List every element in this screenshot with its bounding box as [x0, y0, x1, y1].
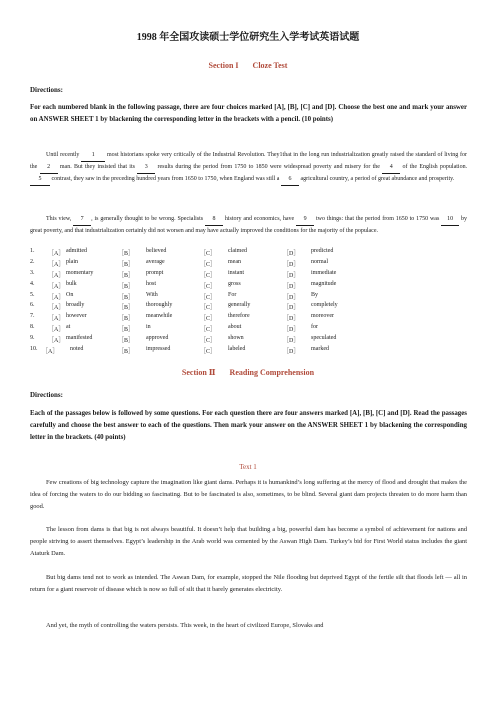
question-number: 5. [30, 291, 35, 298]
option-c: claimed [228, 248, 247, 254]
option-a: admitted [66, 248, 87, 254]
cloze-text: two things: that the period from 1650 to 1750 was [315, 216, 440, 222]
label-c: ［C］ [200, 294, 217, 301]
option-d: immediate [311, 269, 337, 276]
section-1-heading [0, 61, 496, 70]
option-row-8 [30, 324, 470, 335]
question-number: 9. [30, 335, 35, 342]
cloze-text: of the English population. [402, 163, 468, 170]
exam-title: 1998 年全国攻读硕士学位研究生入学考试英语试题 [136, 32, 360, 43]
option-row-1 [30, 248, 470, 259]
option-d: marked [311, 346, 329, 353]
label-c: ［C］ [200, 316, 217, 323]
text-1-paragraph-1: Few creations of big technology capture the imagination like giant dams. Perhaps it is humankind’s long suffering at the mercy of flood and drought that makes the idea of forcing the waters to do our bidding so fascinating. But to be fascinated is also, sometimes, to be blind. Several giant dam projects threaten to do more harm than good. [30, 479, 467, 510]
label-c: ［C］ [200, 305, 217, 312]
option-a: On [66, 291, 74, 298]
option-row-3 [30, 270, 470, 281]
section-2-number: Section Ⅱ [181, 368, 216, 377]
option-d: predicted [311, 248, 334, 254]
label-a: ［A］ [48, 272, 65, 279]
question-number: 4. [30, 280, 35, 287]
directions-1-text: For each numbered blank in the following passage, there are four choices marked [A], [B], [C] and [D]. Choose the best one and mark your answer on ANSWER SHEET 1 by blackening the corresponding letter in the brackets with a pencil. (10 points) [30, 104, 467, 123]
option-b: approved [146, 335, 169, 342]
section-1-number: Section I [208, 61, 239, 70]
option-a: however [66, 313, 87, 320]
cloze-text: agricultural country, a period of great abundance and prosperity. [300, 175, 455, 182]
option-b: host [146, 280, 157, 287]
option-row-5 [30, 292, 470, 303]
cloze-text: most historians spoke very critically of the Industrial Revolution. They1that in the long run industrialization greatly raised the standard of living for the [30, 152, 467, 170]
option-c: For [228, 291, 237, 298]
section-1-name: Cloze Test [252, 61, 288, 70]
option-c: instant [228, 269, 244, 276]
label-c: ［C］ [200, 327, 217, 334]
option-row-7 [30, 313, 470, 324]
cloze-text: contrast, they saw in the preceding hundred years from 1650 to 1750, when England was still a [51, 175, 280, 182]
section-2-name: Reading Comprehension [229, 368, 315, 377]
label-b: ［B］ [118, 251, 135, 257]
option-a: manifested [66, 335, 93, 342]
question-number: 3. [30, 269, 35, 276]
cloze-blank-6: 6 [281, 174, 299, 186]
option-a: broadly [66, 302, 85, 309]
label-d: ［D］ [283, 294, 300, 301]
label-c: ［C］ [200, 251, 217, 257]
option-c: therefore [228, 313, 250, 320]
cloze-options-list [30, 248, 470, 357]
option-c: about [228, 324, 242, 331]
cloze-text: This view, [46, 216, 72, 222]
option-a: at [66, 324, 71, 331]
label-b: ［B］ [118, 327, 135, 334]
label-d: ［D］ [283, 261, 300, 268]
label-b: ［B］ [118, 294, 135, 301]
cloze-blank-1: 1 [81, 150, 105, 162]
label-d: ［D］ [283, 316, 300, 323]
label-b: ［B］ [118, 283, 135, 290]
directions-2-text: Each of the passages below is followed by some questions. For each question there are four answers marked [A], [B], [C] and [D]. Read the passages carefully and choose the best answer to each of the questions. Then mark your answer on the ANSWER SHEET 1 by blackening the corresponding letter in the brackets. (40 points) [30, 410, 467, 441]
option-c: shown [228, 335, 244, 342]
option-c: gross [228, 280, 241, 287]
option-c: mean [228, 258, 241, 265]
label-a: ［A］ [48, 283, 65, 290]
option-b: meanwhile [146, 313, 173, 320]
cloze-text: results during the period from 1750 to 1850 were widespread poverty and misery for the [157, 163, 380, 170]
question-number: 6. [30, 302, 35, 309]
label-d: ［D］ [283, 305, 300, 312]
option-row-10 [30, 346, 470, 357]
option-b: average [146, 258, 165, 265]
option-a: bulk [66, 280, 77, 287]
cloze-text: Until recently [46, 152, 80, 158]
cloze-blank-4: 4 [382, 162, 400, 174]
label-b: ［B］ [118, 338, 135, 345]
label-b: ［B］ [118, 316, 135, 323]
cloze-blank-3: 3 [137, 162, 155, 174]
cloze-text: man. But they insisted that its [59, 163, 135, 170]
option-d: for [311, 324, 318, 331]
label-d: ［D］ [283, 327, 300, 334]
option-a: plain [66, 258, 78, 265]
directions-1-heading: Directions: [30, 86, 63, 94]
label-c: ［C］ [200, 283, 217, 290]
option-a: momentary [66, 269, 94, 276]
label-c: ［C］ [200, 349, 217, 356]
question-number: 1. [30, 248, 35, 254]
label-a: ［A］ [42, 349, 59, 356]
label-a: ［A］ [48, 316, 65, 323]
label-a: ［A］ [48, 327, 65, 334]
option-d: completely [311, 302, 338, 309]
label-a: ［A］ [48, 305, 65, 312]
option-a: noted [70, 346, 84, 353]
option-b: prompt [146, 269, 164, 276]
question-number: 8. [30, 324, 35, 331]
label-a: ［A］ [48, 261, 65, 268]
option-b: With [146, 291, 158, 298]
option-d: normal [311, 258, 328, 265]
text-1-paragraph-3: But big dams tend not to work as intended. The Aswan Dam, for example, stopped the Nile flooding but deprived Egypt of the fertile silt that floods left — all in return for a giant reservoir of disease which is now so full of silt that it barely generates electricity. [30, 574, 467, 593]
option-row-4 [30, 281, 470, 292]
label-d: ［D］ [283, 283, 300, 290]
directions-2-heading: Directions: [30, 391, 63, 399]
label-c: ［C］ [200, 261, 217, 268]
label-d: ［D］ [283, 251, 300, 257]
option-b: impressed [146, 346, 171, 353]
cloze-blank-7: 7 [73, 214, 91, 226]
cloze-text: history and economics, have [224, 216, 295, 222]
option-b: thoroughly [146, 302, 173, 309]
option-b: believed [146, 248, 167, 254]
question-number: 2. [30, 258, 35, 265]
option-row-6 [30, 302, 470, 313]
cloze-paragraph-2 [30, 214, 467, 237]
cloze-text: by great poverty, and that industrialization certainly did not worsen and may have actually improved the conditions for the majority of the populace. [30, 216, 468, 234]
cloze-blank-5: 5 [30, 174, 50, 186]
cloze-blank-9: 9 [296, 214, 314, 226]
option-b: in [146, 324, 151, 331]
label-a: ［A］ [48, 251, 65, 257]
text-1-paragraph-4: And yet, the myth of controlling the waters persists. This week, in the heart of civilized Europe, Slovaks and [46, 622, 324, 629]
cloze-blank-8: 8 [205, 214, 223, 226]
option-c: generally [228, 302, 251, 309]
option-d: magnitude [311, 280, 337, 287]
label-d: ［D］ [283, 338, 300, 345]
label-b: ［B］ [118, 305, 135, 312]
label-d: ［D］ [283, 349, 300, 356]
text-1-paragraph-2: The lesson from dams is that big is not always beautiful. It doesn’t help that building a big, powerful dam has become a symbol of achievement for nations and people striving to assert themselves. Egypt’s leadership in the Arab world was cemented by the Aswan High Dam. Turkey’s bid for First World status includes the giant Ataturk Dam. [30, 526, 467, 557]
option-c: labeled [228, 346, 246, 353]
question-number: 10. [30, 346, 38, 353]
text-1-heading: Text 1 [239, 463, 257, 471]
label-c: ［C］ [200, 338, 217, 345]
label-b: ［B］ [118, 261, 135, 268]
label-a: ［A］ [48, 338, 65, 345]
cloze-blank-2: 2 [40, 162, 58, 174]
option-row-9 [30, 335, 470, 346]
cloze-blank-10: 10 [441, 214, 459, 226]
section-2-heading [0, 367, 496, 377]
label-c: ［C］ [200, 272, 217, 279]
label-a: ［A］ [48, 294, 65, 301]
label-b: ［B］ [118, 272, 135, 279]
option-row-2 [30, 259, 470, 270]
cloze-text: , is generally thought to be wrong. Specialists [91, 216, 204, 222]
label-d: ［D］ [283, 272, 300, 279]
option-d: By [311, 291, 319, 298]
option-d: speculated [311, 335, 337, 342]
option-d: moreover [311, 313, 334, 320]
cloze-paragraph-1 [30, 150, 467, 186]
label-b: ［B］ [118, 349, 135, 356]
question-number: 7. [30, 313, 35, 320]
